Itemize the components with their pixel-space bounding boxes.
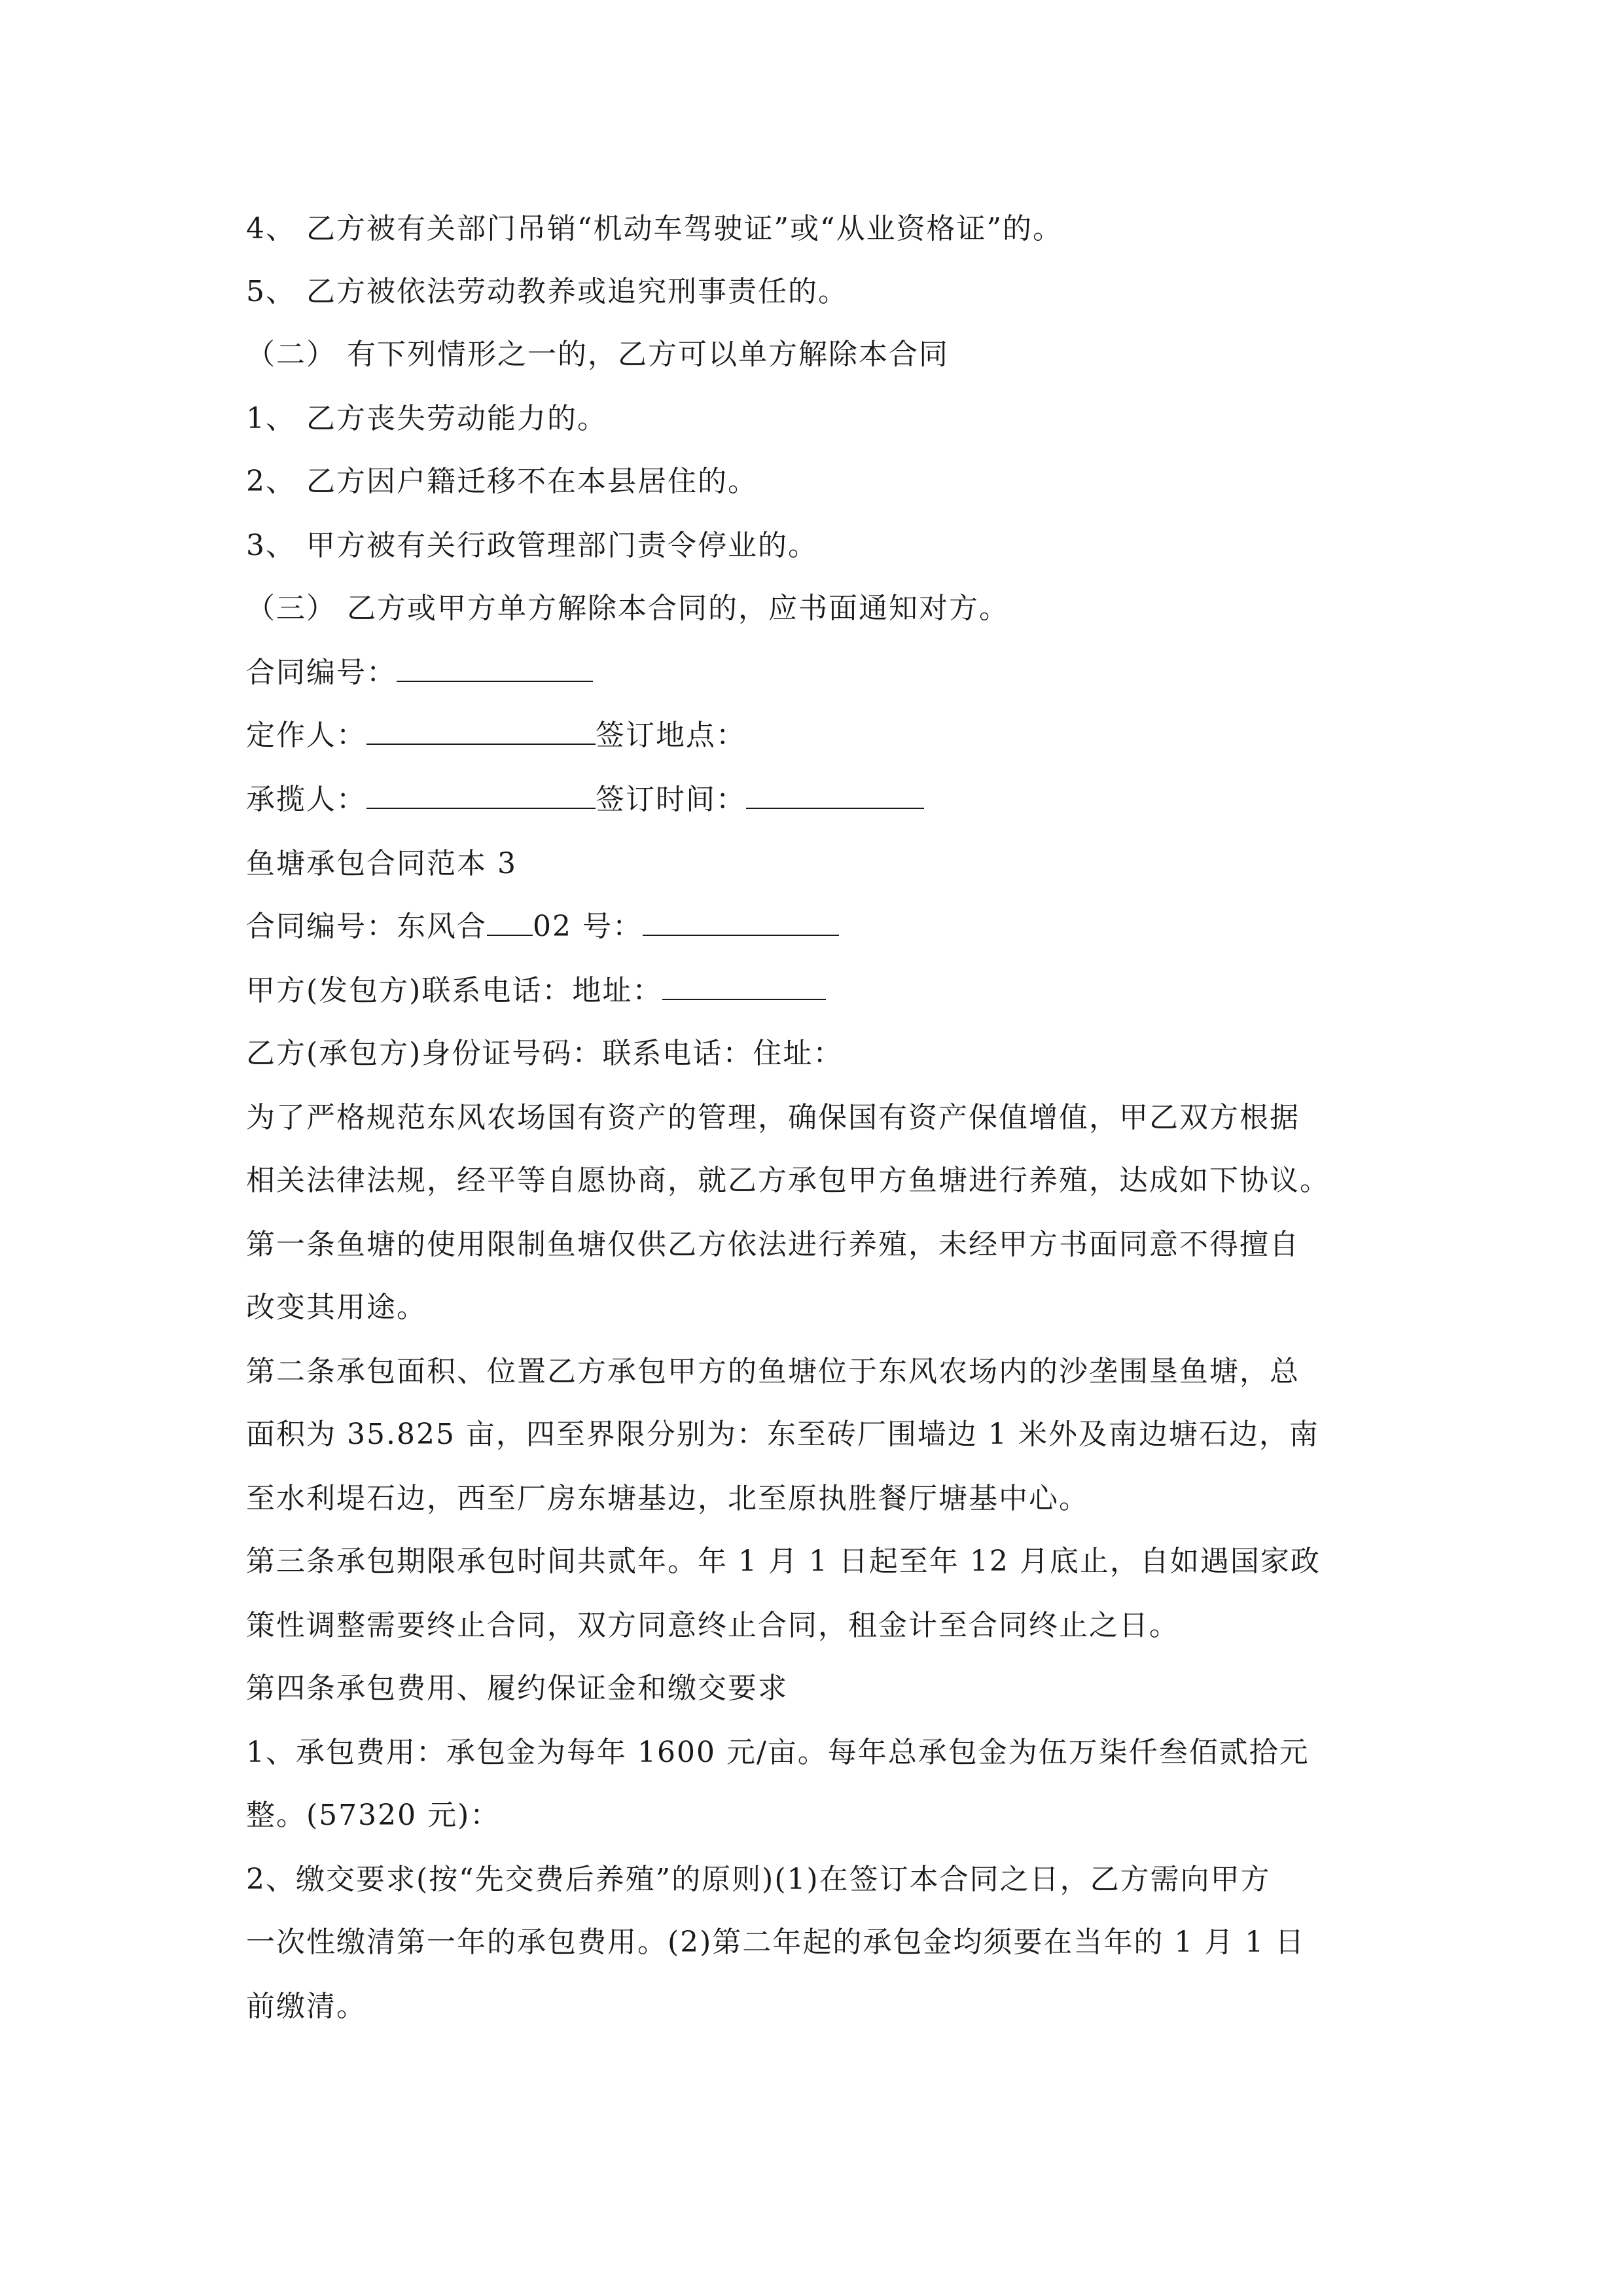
contractor-blank — [366, 781, 596, 809]
paragraph-line: 一次性缴清第一年的承包费用。(2)第二年起的承包金均须要在当年的 1 月 1 日 — [246, 1926, 1306, 1959]
party-b-row: 乙方(承包方)身份证号码：联系电话：住址： — [246, 1037, 844, 1070]
clause-heading: （二） 有下列情形之一的，乙方可以单方解除本合同 — [246, 338, 949, 371]
paragraph-line: 改变其用途。 — [246, 1291, 427, 1324]
contract-number-inline-blank — [487, 908, 533, 936]
paragraph-line: 1、承包费用：承包金为每年 1600 元/亩。每年总承包金为伍万柒仟叁佰贰拾元 — [246, 1736, 1310, 1769]
paragraph-line: 相关法律法规，经平等自愿协商，就乙方承包甲方鱼塘进行养殖，达成如下协议。 — [246, 1164, 1330, 1197]
clause-line: 2、 乙方因户籍迁移不在本县居住的。 — [246, 465, 758, 498]
sign-time-label: 签订时间： — [596, 783, 746, 816]
paragraph-line: 前缴清。 — [246, 1990, 366, 2023]
contract-number-label: 合同编号： — [246, 656, 397, 689]
sign-place-label: 签订地点： — [596, 719, 746, 752]
contract-number-blank — [397, 655, 593, 682]
party-a-address-blank — [662, 973, 826, 1000]
paragraph-line: 第三条承包期限承包时间共贰年。年 1 月 1 日起至年 12 月底止，自如遇国家政 — [246, 1545, 1321, 1578]
paragraph-line: 策性调整需要终止合同，双方同意终止合同，租金计至合同终止之日。 — [246, 1609, 1179, 1642]
orderer-blank — [366, 717, 596, 745]
clause-line: 1、 乙方丧失劳动能力的。 — [246, 402, 607, 435]
party-a-label: 甲方(发包方)联系电话：地址： — [246, 974, 663, 1007]
paragraph-line: 第二条承包面积、位置乙方承包甲方的鱼塘位于东风农场内的沙垄围垦鱼塘，总 — [246, 1355, 1300, 1388]
paragraph-line: 至水利堤石边，西至厂房东塘基边，北至原执胜餐厅塘基中心。 — [246, 1482, 1089, 1515]
section-title: 鱼塘承包合同范本 3 — [246, 847, 517, 880]
contract-number-suffix: 02 号： — [533, 910, 643, 943]
clause-line: 4、 乙方被有关部门吊销“机动车驾驶证”或“从业资格证”的。 — [246, 212, 1063, 245]
contract-number-row-2 — [246, 907, 1398, 946]
paragraph-line: 整。(57320 元)： — [246, 1799, 501, 1832]
contractor-label: 承揽人： — [246, 783, 366, 816]
contract-number-blank-2 — [643, 908, 839, 936]
contractor-row — [246, 780, 1398, 819]
clause-line: 5、 乙方被依法劳动教养或追究刑事责任的。 — [246, 275, 848, 308]
orderer-row — [246, 716, 1398, 755]
sign-time-blank — [746, 781, 924, 809]
contract-number-row — [246, 653, 1398, 692]
party-a-row — [246, 971, 1398, 1011]
paragraph-line: 面积为 35.825 亩，四至界限分别为：东至砖厂围墙边 1 米外及南边塘石边，南 — [246, 1418, 1319, 1451]
contract-number-label-2: 合同编号：东风合 — [246, 910, 487, 943]
orderer-label: 定作人： — [246, 719, 366, 752]
paragraph-line: 第四条承包费用、履约保证金和缴交要求 — [246, 1672, 788, 1705]
clause-heading: （三） 乙方或甲方单方解除本合同的，应书面通知对方。 — [246, 592, 1009, 625]
paragraph-line: 为了严格规范东风农场国有资产的管理，确保国有资产保值增值，甲乙双方根据 — [246, 1101, 1300, 1134]
clause-line: 3、 甲方被有关行政管理部门责令停业的。 — [246, 529, 818, 562]
paragraph-line: 2、缴交要求(按“先交费后养殖”的原则)(1)在签订本合同之日，乙方需向甲方 — [246, 1863, 1271, 1896]
paragraph-line: 第一条鱼塘的使用限制鱼塘仅供乙方依法进行养殖，未经甲方书面同意不得擅自 — [246, 1228, 1300, 1261]
